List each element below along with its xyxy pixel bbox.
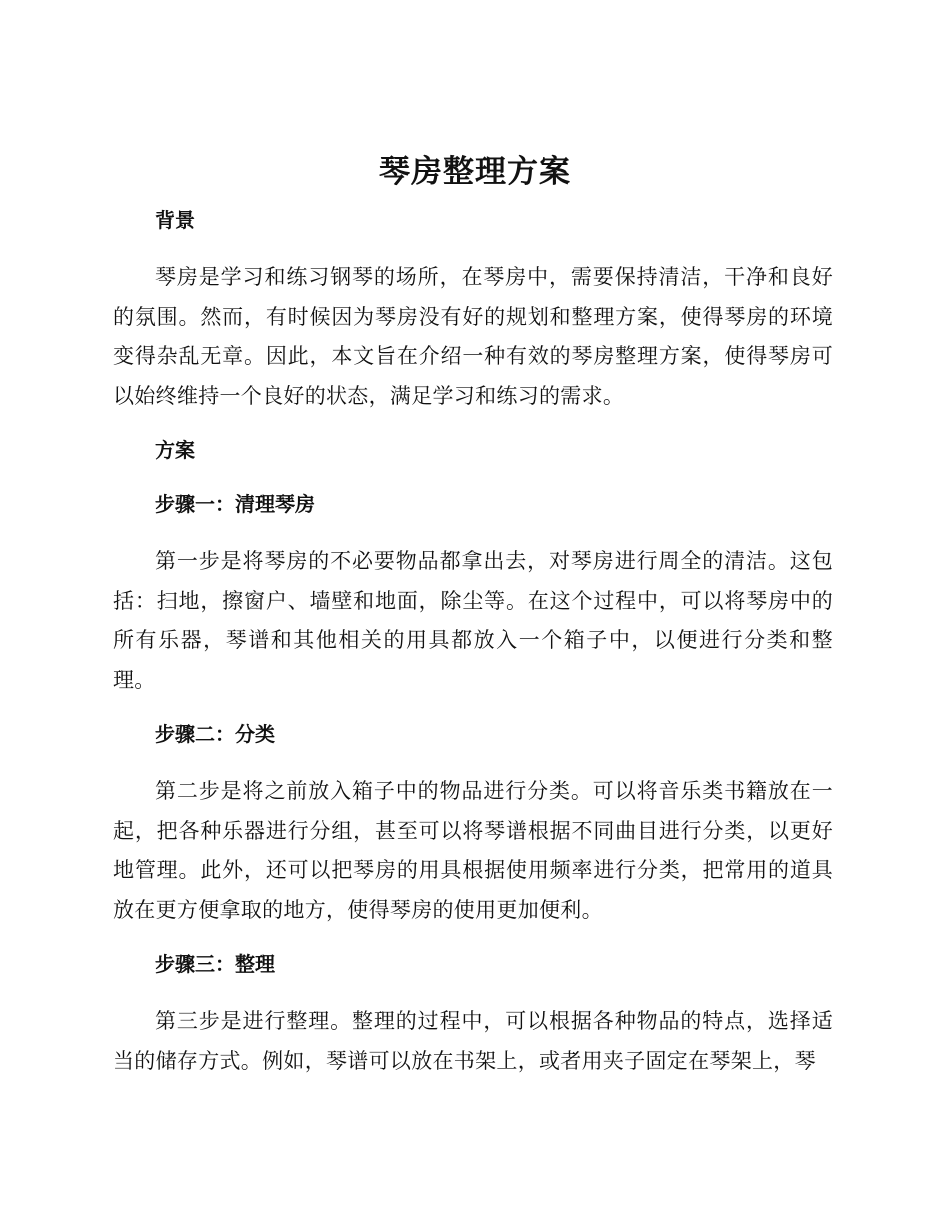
section-heading-plan: 方案 [155,438,195,462]
document-title: 琴房整理方案 [379,154,571,190]
step-2-heading: 步骤二：分类 [155,722,275,746]
step-2-paragraph: 第二步是将之前放入箱子中的物品进行分类。可以将音乐类书籍放在一起，把各种乐器进行分组，甚至可以将琴谱根据不同曲目进行分类，以更好地管理。此外，还可以把琴房的用具根据使用频率进行分类，把常用的道具放在更方便拿取的地方，使得琴房的使用更加便利。 [113,779,833,922]
step-1-paragraph: 第一步是将琴房的不必要物品都拿出去，对琴房进行周全的清洁。这包括：扫地，擦窗户、墙壁和地面，除尘等。在这个过程中，可以将琴房中的所有乐器，琴谱和其他相关的用具都放入一个箱子中，以便进行分类和整理。 [113,549,833,692]
section-heading-background: 背景 [155,208,195,232]
background-paragraph: 琴房是学习和练习钢琴的场所，在琴房中，需要保持清洁，干净和良好的氛围。然而，有时候因为琴房没有好的规划和整理方案，使得琴房的环境变得杂乱无章。因此，本文旨在介绍一种有效的琴房整理方案，使得琴房可以始终维持一个良好的状态，满足学习和练习的需求。 [113,265,833,408]
document-body [113,206,833,1101]
step-1-heading: 步骤一：清理琴房 [155,492,315,516]
step-3-heading: 步骤三：整理 [155,952,275,976]
step-3-paragraph: 第三步是进行整理。整理的过程中，可以根据各种物品的特点，选择适当的储存方式。例如，琴谱可以放在书架上，或者用夹子固定在琴架上，琴 [113,1009,833,1073]
